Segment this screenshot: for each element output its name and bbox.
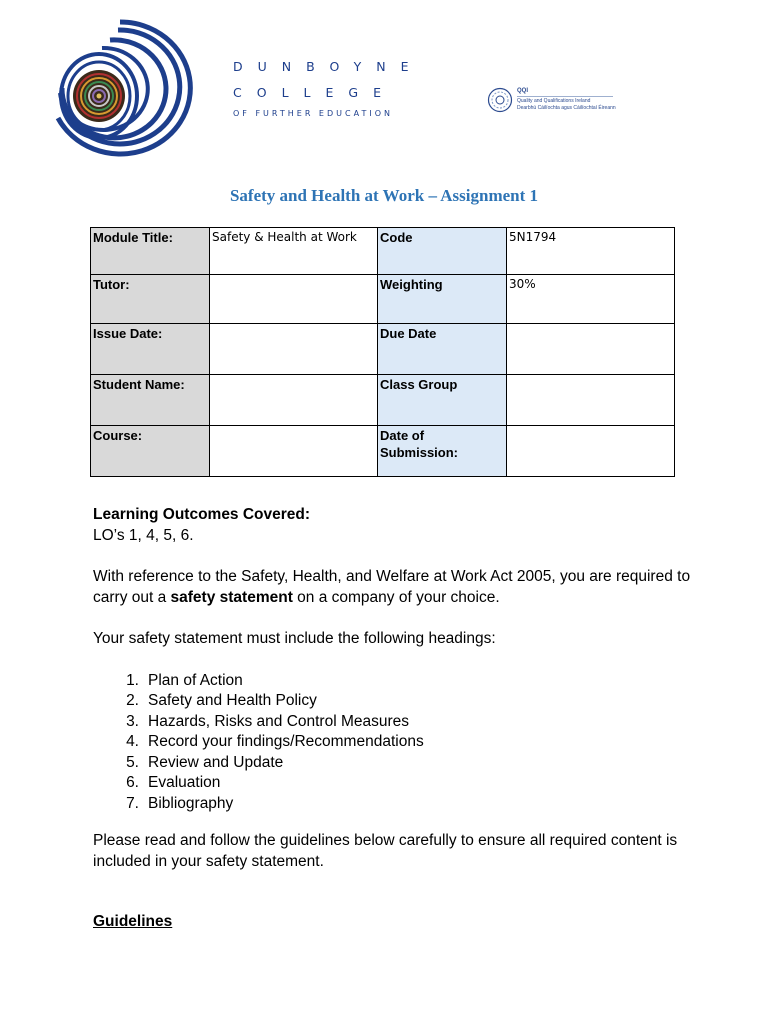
student-name-value xyxy=(210,375,378,426)
submission-date-value xyxy=(507,426,675,477)
qqi-seal-icon xyxy=(487,87,513,113)
college-name xyxy=(233,54,424,122)
due-date-label: Due Date xyxy=(378,324,507,375)
list-text: Record your findings/Recommendations xyxy=(148,733,424,750)
list-text: Bibliography xyxy=(148,794,234,812)
tutor-label: Tutor: xyxy=(91,275,210,324)
list-item xyxy=(93,732,693,753)
list-number: 5. xyxy=(126,753,139,771)
course-label: Course: xyxy=(91,426,210,477)
list-number: 2. xyxy=(126,692,139,709)
list-number: 4. xyxy=(126,733,139,750)
college-header xyxy=(50,18,424,158)
outcomes-value: LO’s 1, 4, 5, 6. xyxy=(93,526,194,544)
submission-date-label: Date of Submission: xyxy=(378,426,507,477)
course-value xyxy=(210,426,378,477)
qqi-name-english: Quality and Qualifications Ireland xyxy=(517,98,591,104)
intro-emphasis: safety statement xyxy=(170,588,293,606)
outcomes-heading: Learning Outcomes Covered: xyxy=(93,506,311,523)
qqi-divider xyxy=(517,96,613,97)
qqi-badge-label: QQI xyxy=(517,88,529,94)
college-logo-icon xyxy=(50,18,200,158)
assignment-info-table xyxy=(90,227,675,477)
intro-text-end: on a company of your choice. xyxy=(292,588,500,606)
list-text: Evaluation xyxy=(148,774,221,791)
table-row xyxy=(91,324,675,375)
list-item xyxy=(93,712,693,733)
list-number: 1. xyxy=(126,671,139,689)
list-text: Review and Update xyxy=(148,753,284,771)
student-name-label: Student Name: xyxy=(91,375,210,426)
intro-paragraph xyxy=(93,567,693,608)
college-name-subtitle: OF FURTHER EDUCATION xyxy=(233,109,393,118)
weighting-value: 30% xyxy=(507,275,675,324)
due-date-value xyxy=(507,324,675,375)
list-item xyxy=(93,773,693,794)
headings-intro: Your safety statement must include the following headings: xyxy=(93,630,496,647)
table-row xyxy=(91,375,675,426)
qqi-text xyxy=(517,88,528,95)
list-text: Hazards, Risks and Control Measures xyxy=(148,712,410,730)
required-headings-list xyxy=(93,671,693,815)
issue-date-value xyxy=(210,324,378,375)
weighting-label: Weighting xyxy=(378,275,507,324)
list-number: 6. xyxy=(126,774,139,791)
qqi-name-irish: Dearbhú Cáilíochta agus Cáilíochtaí Éireann xyxy=(517,105,616,111)
code-value: 5N1794 xyxy=(507,228,675,275)
closing-paragraph: Please read and follow the guidelines below carefully to ensure all required content is included in your safety statement. xyxy=(93,832,678,870)
module-title-value: Safety & Health at Work xyxy=(210,228,378,275)
class-group-value xyxy=(507,375,675,426)
class-group-label: Class Group xyxy=(378,375,507,426)
list-item xyxy=(93,671,693,692)
code-label: Code xyxy=(378,228,507,275)
guidelines-heading: Guidelines xyxy=(93,913,173,930)
list-item xyxy=(93,794,693,815)
table-row xyxy=(91,426,675,477)
list-item xyxy=(93,691,693,712)
list-number: 3. xyxy=(126,712,139,730)
issue-date-label: Issue Date: xyxy=(91,324,210,375)
table-row xyxy=(91,275,675,324)
list-text: Safety and Health Policy xyxy=(148,692,317,709)
module-title-label: Module Title: xyxy=(91,228,210,275)
list-item xyxy=(93,753,693,774)
document-title: Safety and Health at Work – Assignment 1 xyxy=(229,186,539,205)
list-text: Plan of Action xyxy=(148,671,243,689)
college-name-line1: DUNBOYNE xyxy=(233,59,424,74)
table-row xyxy=(91,228,675,275)
assignment-body xyxy=(93,505,693,933)
college-name-line2: COLLEGE xyxy=(233,85,396,100)
qqi-names xyxy=(517,98,616,112)
qqi-logo xyxy=(487,87,617,115)
tutor-value xyxy=(210,275,378,324)
intro-text: With reference to the Safety, Health, and Welfare at Work Act 2005, you are required to carry out a xyxy=(93,568,691,606)
list-number: 7. xyxy=(126,794,139,812)
